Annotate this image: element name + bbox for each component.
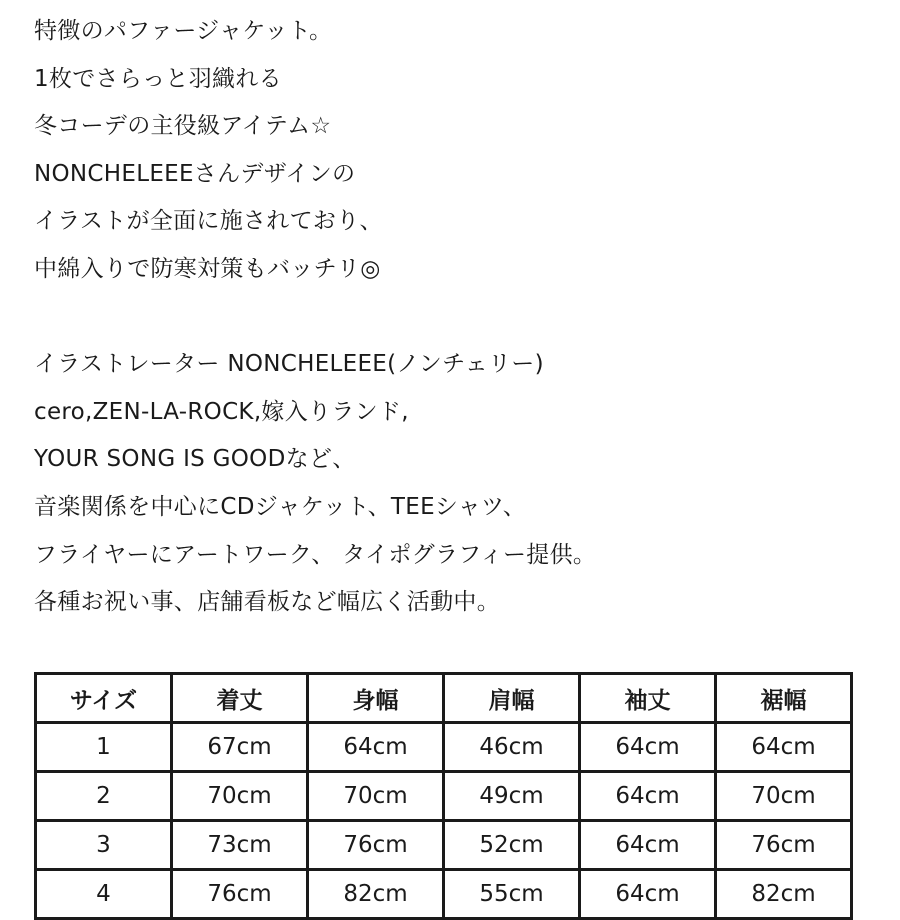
table-cell: 82cm xyxy=(308,870,444,919)
header-hem-width: 裾幅 xyxy=(716,674,852,723)
table-cell: 64cm xyxy=(716,723,852,772)
table-cell: 76cm xyxy=(716,821,852,870)
header-body-width: 身幅 xyxy=(308,674,444,723)
table-cell: 67cm xyxy=(172,723,308,772)
description-line: NONCHELEEEさんデザインの xyxy=(34,160,356,187)
header-sleeve-length: 袖丈 xyxy=(580,674,716,723)
table-cell: 76cm xyxy=(172,870,308,919)
illustrator-line: イラストレーター NONCHELEEE(ノンチェリー) xyxy=(34,351,544,378)
table-cell: 4 xyxy=(36,870,172,919)
table-cell: 64cm xyxy=(580,821,716,870)
header-shoulder-width: 肩幅 xyxy=(444,674,580,723)
description-line: 冬コーデの主役級アイテム☆ xyxy=(34,113,332,140)
illustrator-line: フライヤーにアートワーク、 タイポグラフィー提供。 xyxy=(34,541,597,568)
illustrator-line: cero,ZEN-LA-ROCK,嫁入りランド, xyxy=(34,398,409,425)
header-size: サイズ xyxy=(36,674,172,723)
size-chart-table xyxy=(34,672,853,920)
table-cell: 52cm xyxy=(444,821,580,870)
illustrator-line: 音楽関係を中心にCDジャケット、TEEシャツ、 xyxy=(34,493,527,520)
product-description xyxy=(34,8,884,627)
size-table-header-row xyxy=(36,674,852,723)
table-cell: 76cm xyxy=(308,821,444,870)
table-cell: 1 xyxy=(36,723,172,772)
illustrator-line: 各種お祝い事、店舗看板など幅広く活動中。 xyxy=(34,589,500,616)
table-row xyxy=(36,870,852,919)
table-cell: 70cm xyxy=(308,772,444,821)
table-cell: 3 xyxy=(36,821,172,870)
table-row xyxy=(36,772,852,821)
table-row xyxy=(36,723,852,772)
illustrator-line: YOUR SONG IS GOODなど、 xyxy=(34,446,356,473)
description-line: 特徴のパファージャケット。 xyxy=(34,18,333,44)
table-cell: 46cm xyxy=(444,723,580,772)
table-cell: 64cm xyxy=(580,772,716,821)
table-cell: 64cm xyxy=(308,723,444,772)
table-cell: 73cm xyxy=(172,821,308,870)
table-cell: 2 xyxy=(36,772,172,821)
table-cell: 64cm xyxy=(580,723,716,772)
table-row xyxy=(36,821,852,870)
paragraph-spacer xyxy=(34,294,884,342)
table-cell: 55cm xyxy=(444,870,580,919)
table-cell: 82cm xyxy=(716,870,852,919)
table-cell: 70cm xyxy=(716,772,852,821)
header-length: 着丈 xyxy=(172,674,308,723)
description-line: 1枚でさらっと羽織れる xyxy=(34,65,282,92)
table-cell: 49cm xyxy=(444,772,580,821)
table-cell: 70cm xyxy=(172,772,308,821)
table-cell: 64cm xyxy=(580,870,716,919)
description-line: 中綿入りで防寒対策もバッチリ◎ xyxy=(34,255,381,282)
description-line: イラストが全面に施されており、 xyxy=(34,208,383,235)
